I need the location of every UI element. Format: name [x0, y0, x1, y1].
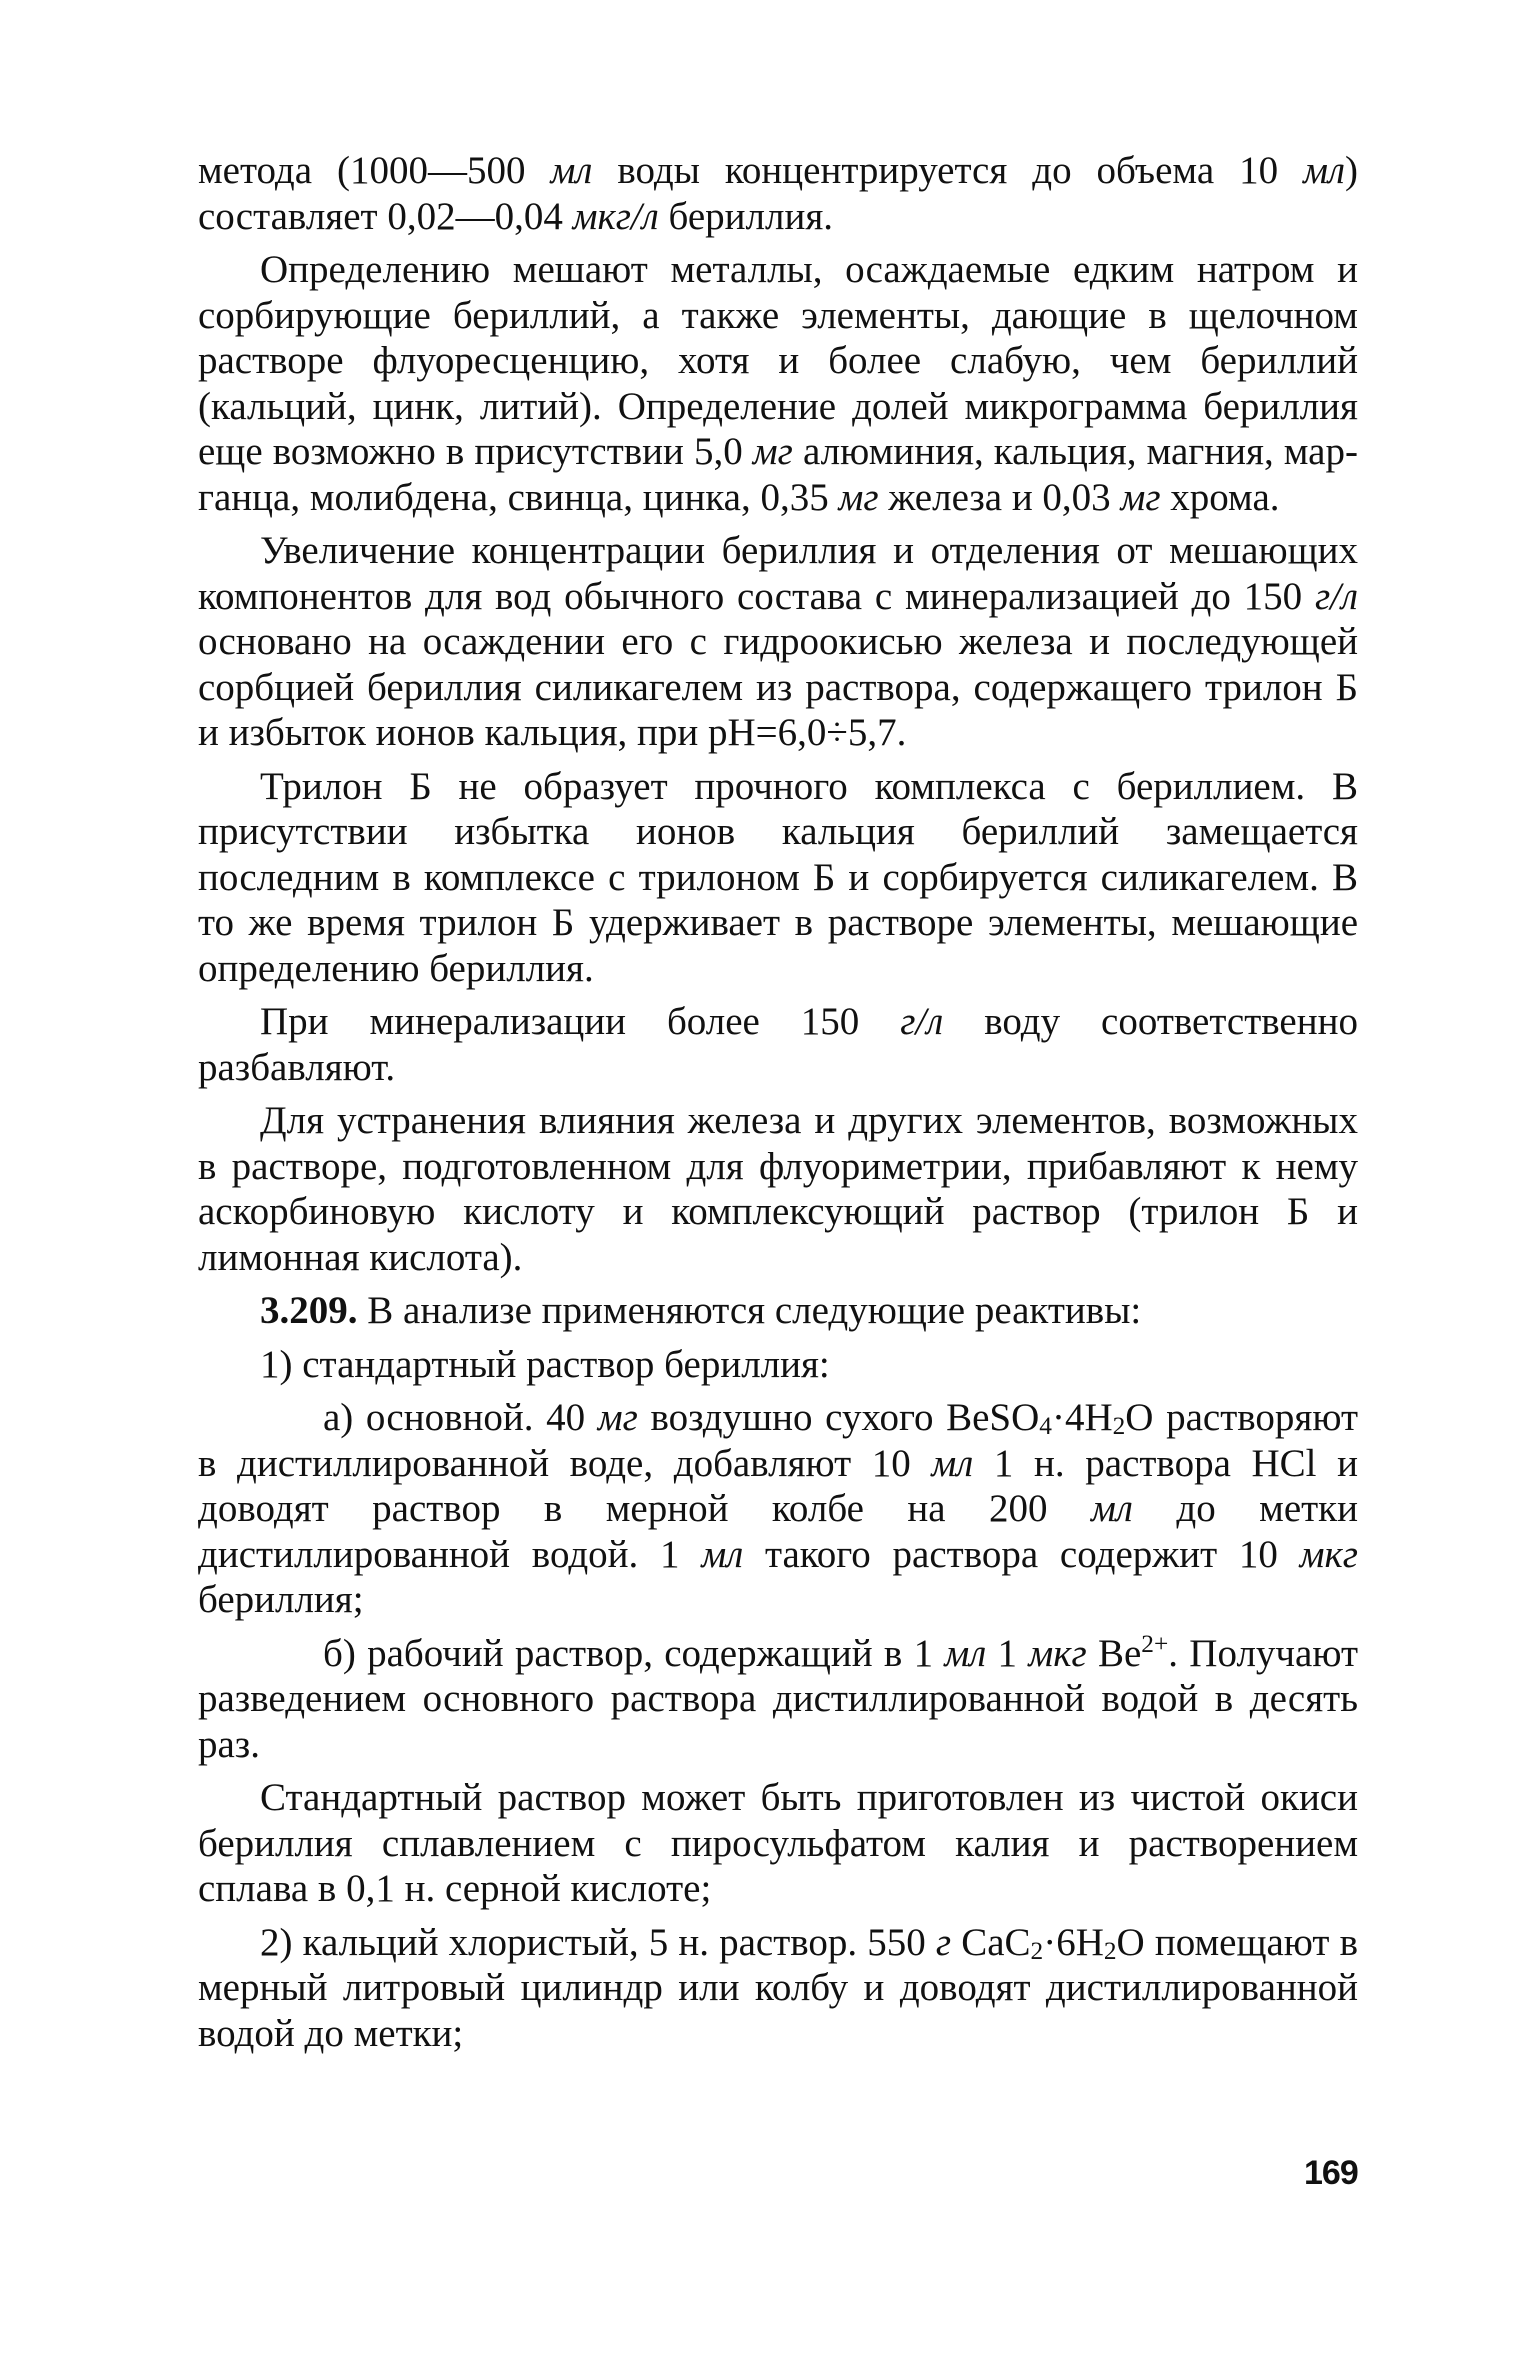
- unit: г/л: [900, 1000, 944, 1043]
- unit: г: [935, 1920, 952, 1964]
- text-run: Увеличение концентрации бериллия и отделения от мешающих компонентов для вод обычного состава с минерализацией до 150: [198, 529, 1358, 618]
- unit: мг: [1120, 475, 1161, 519]
- page-body: [198, 148, 1358, 2064]
- unit: мл: [550, 149, 593, 192]
- section-3-209-heading: [198, 1288, 1358, 1334]
- paragraph-3: [198, 528, 1358, 756]
- paragraph-4: [198, 764, 1358, 992]
- text-run: бериллия;: [198, 1578, 364, 1621]
- text-run: При минерализации более 150: [260, 1000, 901, 1043]
- list-item-2: [198, 1920, 1358, 2057]
- list-item-1b: [198, 1631, 1358, 1768]
- text-run: Трилон Б не образует прочного комплекса с бериллием. В присутствии избытка ионов кальция бериллий замещается последним в комплексе с трилоном Б и сорбируется силикагелем. В то же время трилон Б удерживает в растворе элементы, мешающие определению бериллия.: [198, 764, 1358, 990]
- subscript: 4: [1039, 1411, 1052, 1440]
- section-number: 3.209.: [260, 1289, 358, 1332]
- text-run: 2) кальций хлористый, 5 н. раствор. 550: [260, 1920, 936, 1964]
- subscript: 2: [1112, 1411, 1126, 1440]
- text-run: воду соответственно разбавляют.: [198, 1000, 1358, 1089]
- text-run: а) основной. 40: [323, 1396, 598, 1439]
- unit: мл: [701, 1532, 744, 1576]
- paragraph-6: [198, 1098, 1358, 1280]
- text-run: Для устранения влияния железа и других элементов, возможных в растворе, подготовленном для флуориметрии, прибавляют к нему аскорбиновую кислоту и комплексующий раствор (трилон Б и лимонная кислота).: [198, 1099, 1358, 1279]
- paragraph-5: [198, 999, 1358, 1090]
- unit: мкг: [1028, 1631, 1087, 1675]
- unit: мл: [1091, 1487, 1133, 1530]
- text-run: 1: [986, 1631, 1029, 1675]
- list-item-1a: [198, 1395, 1358, 1623]
- unit: г/л: [1314, 574, 1358, 618]
- paragraph-2: [198, 247, 1358, 520]
- text-run: воздушно сухого BeSO: [637, 1396, 1040, 1439]
- text-run: воды концентрируется до объема 10: [592, 149, 1304, 192]
- paragraph-1: [198, 148, 1358, 239]
- unit: мг: [838, 475, 879, 519]
- unit: мкг/л: [572, 194, 659, 238]
- text-run: O помещают в мерный литровый цилиндр или колбу и доводят дистиллированной водой до метки;: [198, 1920, 1358, 2055]
- text-run: хрома.: [1160, 475, 1280, 519]
- unit: мл: [1303, 149, 1345, 192]
- unit: мг: [752, 430, 793, 473]
- subscript: 2: [1030, 1936, 1044, 1965]
- text-run: ·4H: [1051, 1396, 1113, 1439]
- text-run: б) рабочий раствор, содержащий в 1: [323, 1631, 945, 1675]
- subscript: 2: [1103, 1936, 1117, 1965]
- text-run: Be: [1086, 1631, 1142, 1675]
- text-run: такого раствора содержит 10: [743, 1532, 1300, 1576]
- text-run: до метки дистиллированной водой. 1: [198, 1487, 1358, 1576]
- text-run: 1) стандартный раствор бериллия:: [260, 1342, 830, 1386]
- text-run: Стандартный раствор может быть приготовлен из чистой окиси бериллия сплавлением с пиросульфатом калия и растворением сплава в 0,1 н. серной кислоте;: [198, 1776, 1358, 1910]
- text-run: ·6H: [1043, 1920, 1104, 1964]
- unit: мкг: [1299, 1532, 1358, 1576]
- text-run: O растворяют в дистиллированной воде, добавляют 10: [198, 1396, 1358, 1485]
- text-run: Определению мешают металлы, осаждаемые едким натром и сорбирующие бериллий, а также элементы, дающие в щелочном растворе флуоресценцию, хотя и более слабую, чем бериллий (кальций, цинк, литий). Определение долей микрограмма бериллия еще возможно в присутствии 5,0: [198, 248, 1358, 473]
- text-run: 1 н. раствора HCl и доводят раствор в мерной колбе на 200: [198, 1441, 1358, 1530]
- text-run: алюминия, кальция, магния, марганца, молибдена, свинца, цинка, 0,35: [198, 430, 1358, 519]
- unit: мл: [944, 1631, 987, 1675]
- paragraph-standard-solution: [198, 1775, 1358, 1912]
- text-run: ) составляет 0,02—0,04: [198, 149, 1358, 238]
- text-run: CaC: [951, 1920, 1031, 1964]
- text-run: бериллия.: [658, 194, 834, 238]
- superscript: 2+: [1141, 1629, 1169, 1658]
- page-number: 169: [1304, 2154, 1358, 2192]
- text-run: основано на осаждении его с гидроокисью железа и последующей сорбцией бериллия силикагелем из раствора, содержащего трилон Б и избыток ионов кальция, при pH=6,0÷5,7.: [198, 620, 1358, 754]
- unit: мг: [597, 1396, 638, 1439]
- text-run: . Получают разведением основного раствора дистиллированной водой в десять раз.: [198, 1631, 1358, 1766]
- text-run: В анализе применяются следующие реактивы:: [357, 1289, 1142, 1332]
- unit: мл: [931, 1441, 974, 1485]
- text-run: метода (1000—500: [198, 149, 551, 192]
- text-run: железа и 0,03: [878, 475, 1121, 519]
- list-item-1: [198, 1342, 1358, 1388]
